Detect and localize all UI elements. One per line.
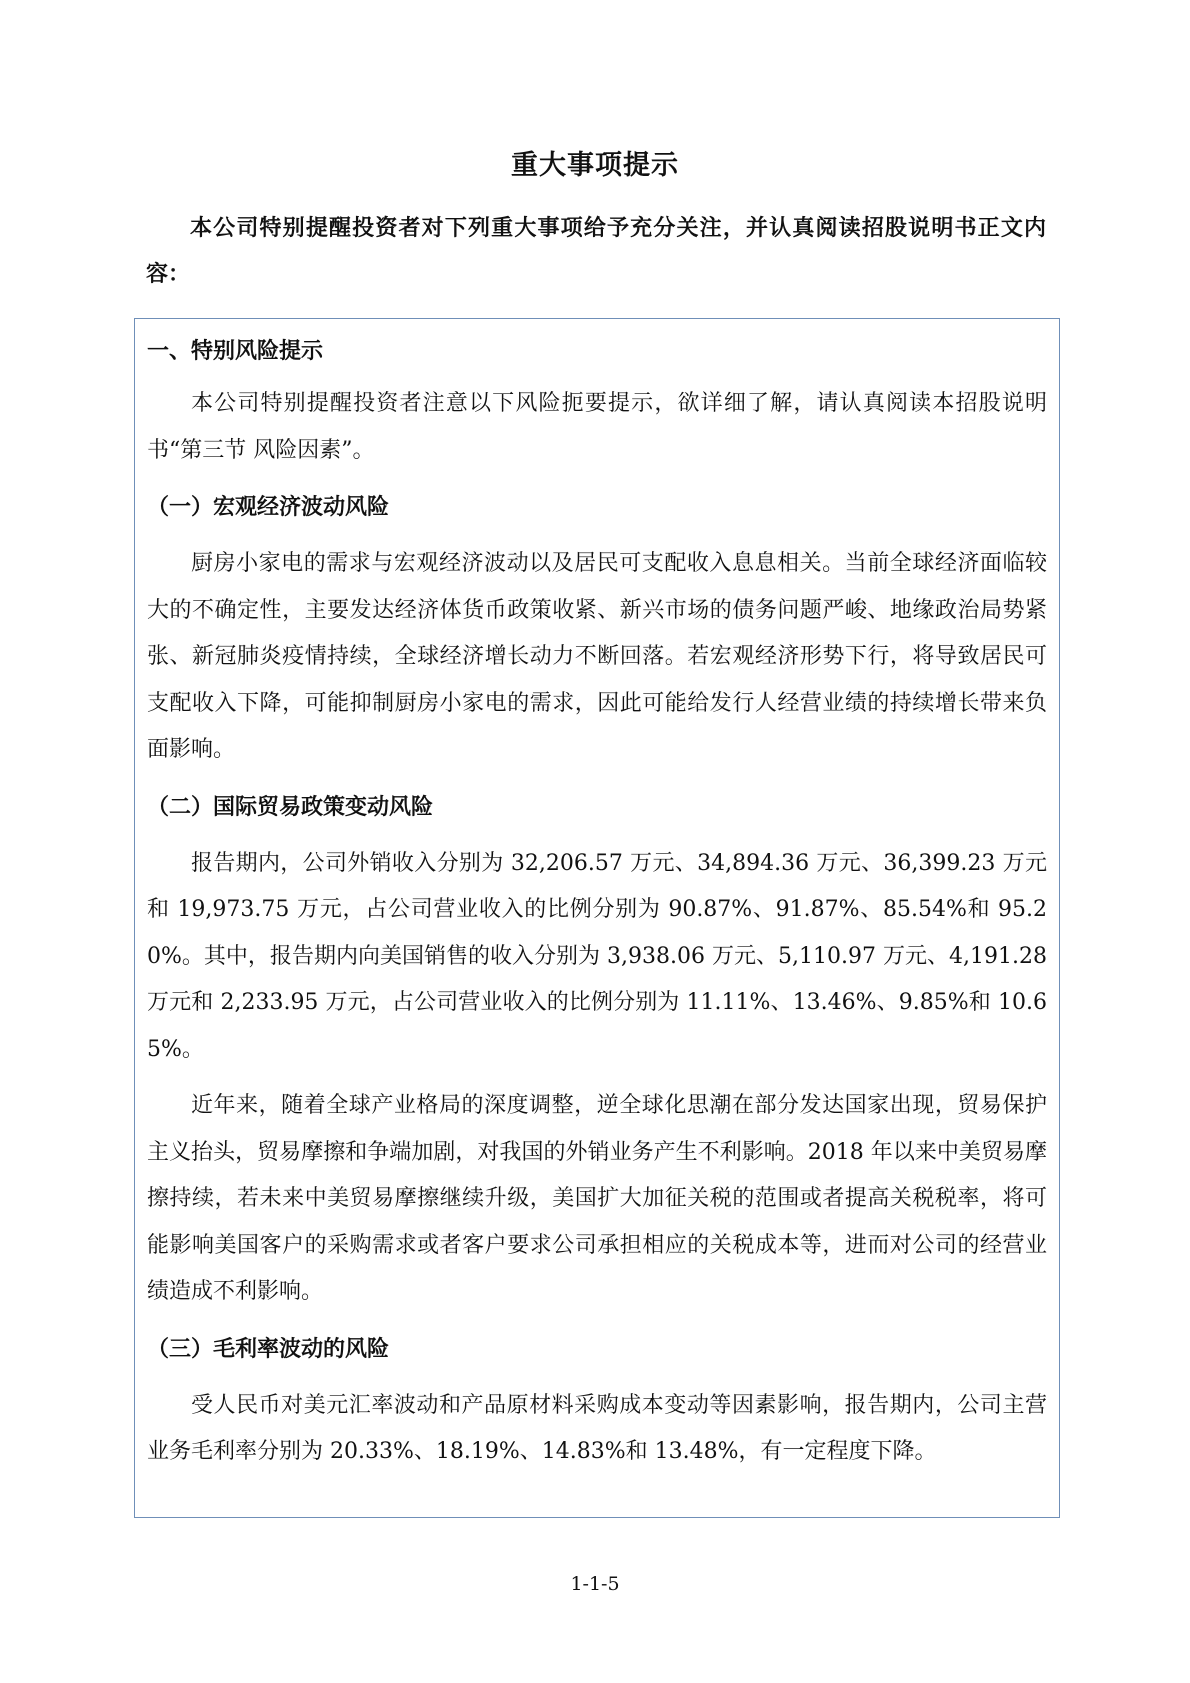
section-heading-special-risk: 一、特别风险提示 (147, 339, 324, 364)
trade-friction-paragraph: 近年来，随着全球产业格局的深度调整，逆全球化思潮在部分发达国家出现，贸易保护主义抬头，贸易摩擦和争端加剧，对我国的外销业务产生不利影响。2018 年以来中美贸易摩擦持续，若未来中美贸易摩擦继续升级，美国扩大加征关税的范围或者提高关税税率，将可能影响美国客户的采购需求或者客户要求公司承担相应的关税成本等，进而对公司的经营业绩造成不利影响。 (147, 1093, 1047, 1304)
page-number: 1-1-5 (570, 1573, 620, 1595)
intro-paragraph: 本公司特别提醒投资者对下列重大事项给予充分关注，并认真阅读招股说明书正文内容： (146, 216, 1046, 287)
subsection-heading-trade-policy-risk: （二）国际贸易政策变动风险 (147, 794, 434, 820)
gross-margin-paragraph: 受人民币对美元汇率波动和产品原材料采购成本变动等因素影响，报告期内，公司主营业务毛利率分别为 20.33%、18.19%、14.83%和 13.48%，有一定程度下降。 (147, 1392, 1047, 1464)
document-title: 重大事项提示 (511, 150, 679, 181)
macro-risk-paragraph: 厨房小家电的需求与宏观经济波动以及居民可支配收入息息相关。当前全球经济面临较大的不确定性，主要发达经济体货币政策收紧、新兴市场的债务问题严峻、地缘政治局势紧张、新冠肺炎疫情持续，全球经济增长动力不断回落。若宏观经济形势下行，将导致居民可支配收入下降，可能抑制厨房小家电的需求，因此可能给发行人经营业绩的持续增长带来负面影响。 (147, 551, 1047, 762)
risk-notice-box (134, 318, 1060, 1518)
subsection-heading-macro-risk: （一）宏观经济波动风险 (147, 495, 390, 520)
trade-revenue-paragraph: 报告期内，公司外销收入分别为 32,206.57 万元、34,894.36 万元、36,399.23 万元和 19,973.75 万元，占公司营业收入的比例分别为 90.87%、91.87%、85.54%和 95.20%。其中，报告期内向美国销售的收入分别为 3,938.06 万元、5,110.97 万元、4,191.28 万元和 2,233.95 万元，占公司营业收入的比例分别为 11.11%、13.46%、9.85%和 10.65%。 (147, 850, 1047, 1062)
section-intro-paragraph: 本公司特别提醒投资者注意以下风险扼要提示，欲详细了解，请认真阅读本招股说明书“第三节 风险因素”。 (147, 391, 1047, 463)
subsection-heading-gross-margin-risk: （三）毛利率波动的风险 (147, 1336, 390, 1362)
